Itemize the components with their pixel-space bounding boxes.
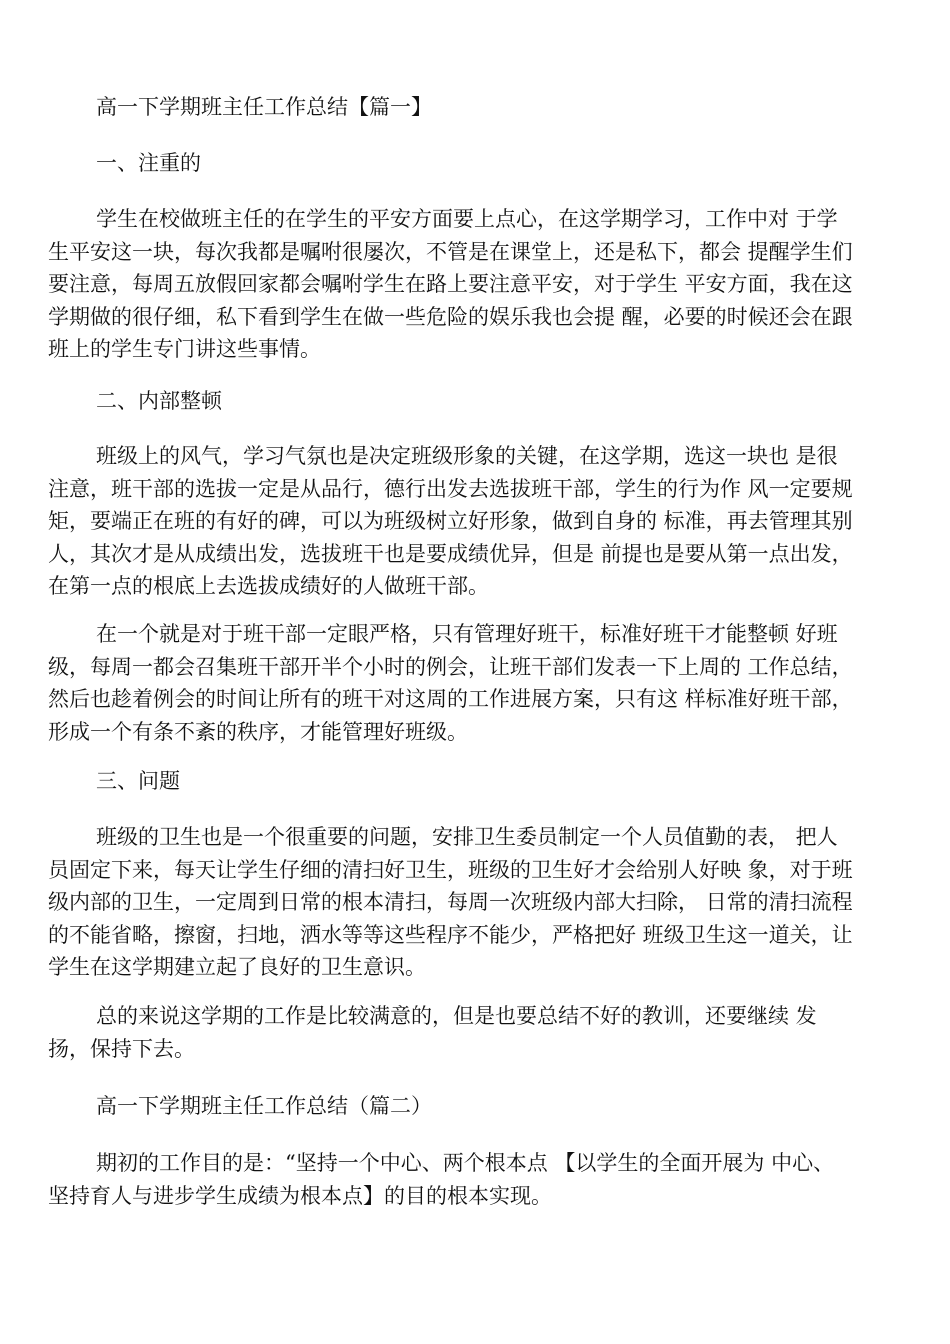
section1-heading: 一、注重的 bbox=[96, 151, 201, 175]
paragraph-line: 总的来说这学期的工作是比较满意的，但是也要总结不好的教训，还要继续 发 bbox=[96, 1004, 817, 1028]
paragraph-line: 在第一点的根底上去选拔成绩好的人做班干部。 bbox=[48, 574, 489, 598]
section3-heading: 三、问题 bbox=[96, 769, 180, 793]
paragraph-line: 期初的工作目的是：“坚持一个中心、两个根本点 【以学生的全面开展为 中心、 bbox=[96, 1151, 835, 1175]
paragraph-line: 坚持育人与进步学生成绩为根本点】的目的根本实现。 bbox=[48, 1183, 552, 1208]
paragraph-line: 学生在校做班主任的在学生的平安方面要上点心，在这学期学习，工作中对 于学 bbox=[96, 207, 838, 231]
paragraph-line: 在一个就是对于班干部一定眼严格，只有管理好班干，标准好班干才能整顿 好班 bbox=[96, 622, 838, 646]
paragraph-line: 级，每周一都会召集班干部开半个小时的例会，让班干部们发表一下上周的 工作总结， bbox=[48, 654, 853, 679]
paragraph-line: 学生在这学期建立起了良好的卫生意识。 bbox=[48, 955, 426, 979]
section2-paragraph-2 bbox=[48, 618, 914, 748]
paragraph-line: 形成一个有条不紊的秩序，才能管理好班级。 bbox=[48, 719, 468, 744]
section3-paragraph bbox=[48, 821, 914, 984]
paragraph-line: 级内部的卫生，一定周到日常的根本清扫，每周一次班级内部大扫除， 日常的清扫流程 bbox=[48, 890, 853, 914]
document-title-part1: 高一下学期班主任工作总结【篇一】 bbox=[96, 95, 432, 119]
document-title-part2: 高一下学期班主任工作总结（篇二） bbox=[96, 1094, 432, 1118]
paragraph-line: 班上的学生专门讲这些事情。 bbox=[48, 337, 321, 361]
conclusion-paragraph bbox=[48, 1000, 914, 1065]
section1-paragraph bbox=[48, 203, 914, 366]
paragraph-line: 班级的卫生也是一个很重要的问题，安排卫生委员制定一个人员值勤的表， 把人 bbox=[96, 825, 838, 849]
section2-heading: 二、内部整顿 bbox=[96, 389, 222, 413]
paragraph-line: 要注意，每周五放假回家都会嘱咐学生在路上要注意平安，对于学生 平安方面，我在这 bbox=[48, 272, 853, 296]
paragraph-line: 人，其次才是从成绩出发，选拔班干也是要成绩优异，但是 前提也是要从第一点出发， bbox=[48, 541, 853, 566]
paragraph-line: 扬，保持下去。 bbox=[48, 1036, 195, 1061]
paragraph-line: 班级上的风气，学习气氛也是决定班级形象的关键，在这学期，选这一块也 是很 bbox=[96, 444, 838, 468]
paragraph-line: 生平安这一块，每次我都是嘱咐很屡次，不管是在课堂上，还是私下，都会 提醒学生们 bbox=[48, 239, 853, 264]
paragraph-line: 学期做的很仔细，私下看到学生在做一些危险的娱乐我也会提 醒，必要的时候还会在跟 bbox=[48, 304, 853, 329]
paragraph-line: 的不能省略，擦窗，扫地，洒水等等这些程序不能少，严格把好 班级卫生这一道关，让 bbox=[48, 922, 853, 947]
part2-paragraph bbox=[48, 1147, 914, 1212]
paragraph-line: 然后也趁着例会的时间让所有的班干对这周的工作进展方案，只有这 样标准好班干部， bbox=[48, 687, 853, 711]
paragraph-line: 员固定下来，每天让学生仔细的清扫好卫生，班级的卫生好才会给别人好映 象，对于班 bbox=[48, 857, 853, 882]
section2-paragraph-1 bbox=[48, 440, 914, 603]
paragraph-line: 矩，要端正在班的有好的碑，可以为班级树立好形象，做到自身的 标准，再去管理其别 bbox=[48, 509, 853, 533]
paragraph-line: 注意，班干部的选拔一定是从品行，德行出发去选拔班干部，学生的行为作 风一定要规 bbox=[48, 476, 853, 501]
